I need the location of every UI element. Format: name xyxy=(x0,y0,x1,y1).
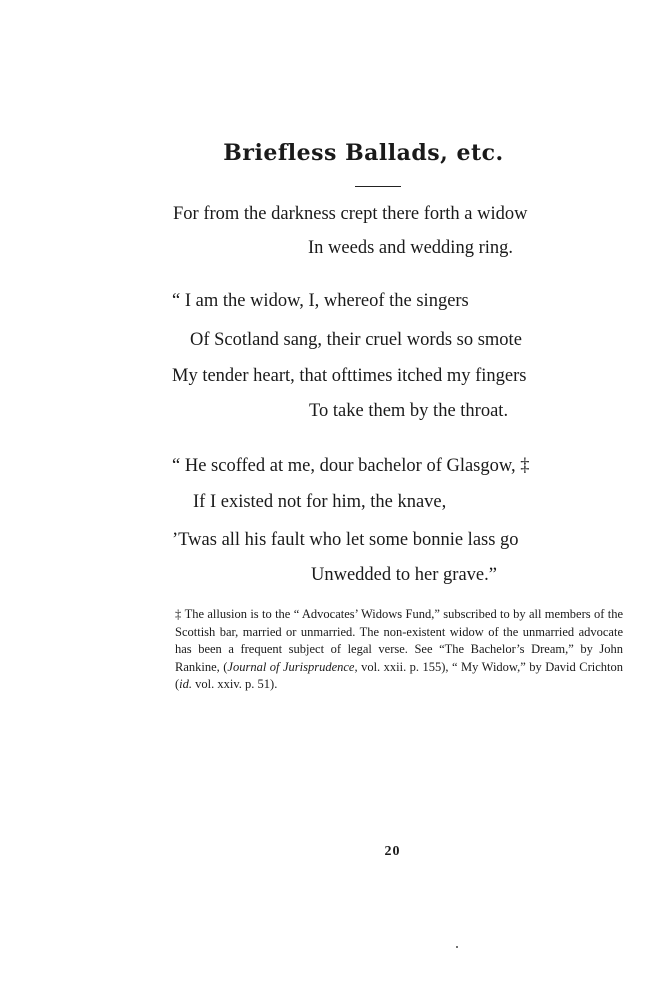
head-rule xyxy=(355,186,401,187)
page-number: 20 xyxy=(384,844,401,859)
verse-line: In weeds and wedding ring. xyxy=(308,238,513,258)
verse-line: My tender heart, that ofttimes itched my fingers xyxy=(172,366,527,386)
verse-line: ’Twas all his fault who let some bonnie lass go xyxy=(172,530,519,550)
verse-line: To take them by the throat. xyxy=(309,401,509,421)
running-head: Briefless Ballads, etc. xyxy=(223,140,504,166)
verse-line: Of Scotland sang, their cruel words so smote xyxy=(190,330,522,350)
ink-speck xyxy=(456,946,458,948)
verse-line: Unwedded to her grave.” xyxy=(311,565,497,585)
footnote-journal-title: Journal of Jurisprudence, xyxy=(227,659,358,674)
footnote-text: vol. xxiv. p. 51). xyxy=(192,677,278,691)
footnote-ibid: id. xyxy=(179,677,193,691)
footnote xyxy=(175,606,623,694)
footnote-text: The allusion is to the “ Advocates’ Widows Fund,” subscribed to by all members of the Scottish bar, married or unmarried. The non-existent widow of the unmarried advocate has been a frequent subject of legal verse. See “The Bachelor’s Dream,” by John Rankine, ( xyxy=(175,607,624,674)
verse-line: For from the darkness crept there forth a widow xyxy=(173,204,528,224)
verse-line: “ I am the widow, I, whereof the singers xyxy=(172,291,469,311)
footnote-marker: ‡ xyxy=(175,607,182,621)
footnote-text: vol. xxii. p. 155), “ My Widow,” by David Crichton ( xyxy=(175,659,623,691)
verse-line: If I existed not for him, the knave, xyxy=(193,492,447,512)
verse-line: “ He scoffed at me, dour bachelor of Glasgow, ‡ xyxy=(172,456,530,476)
